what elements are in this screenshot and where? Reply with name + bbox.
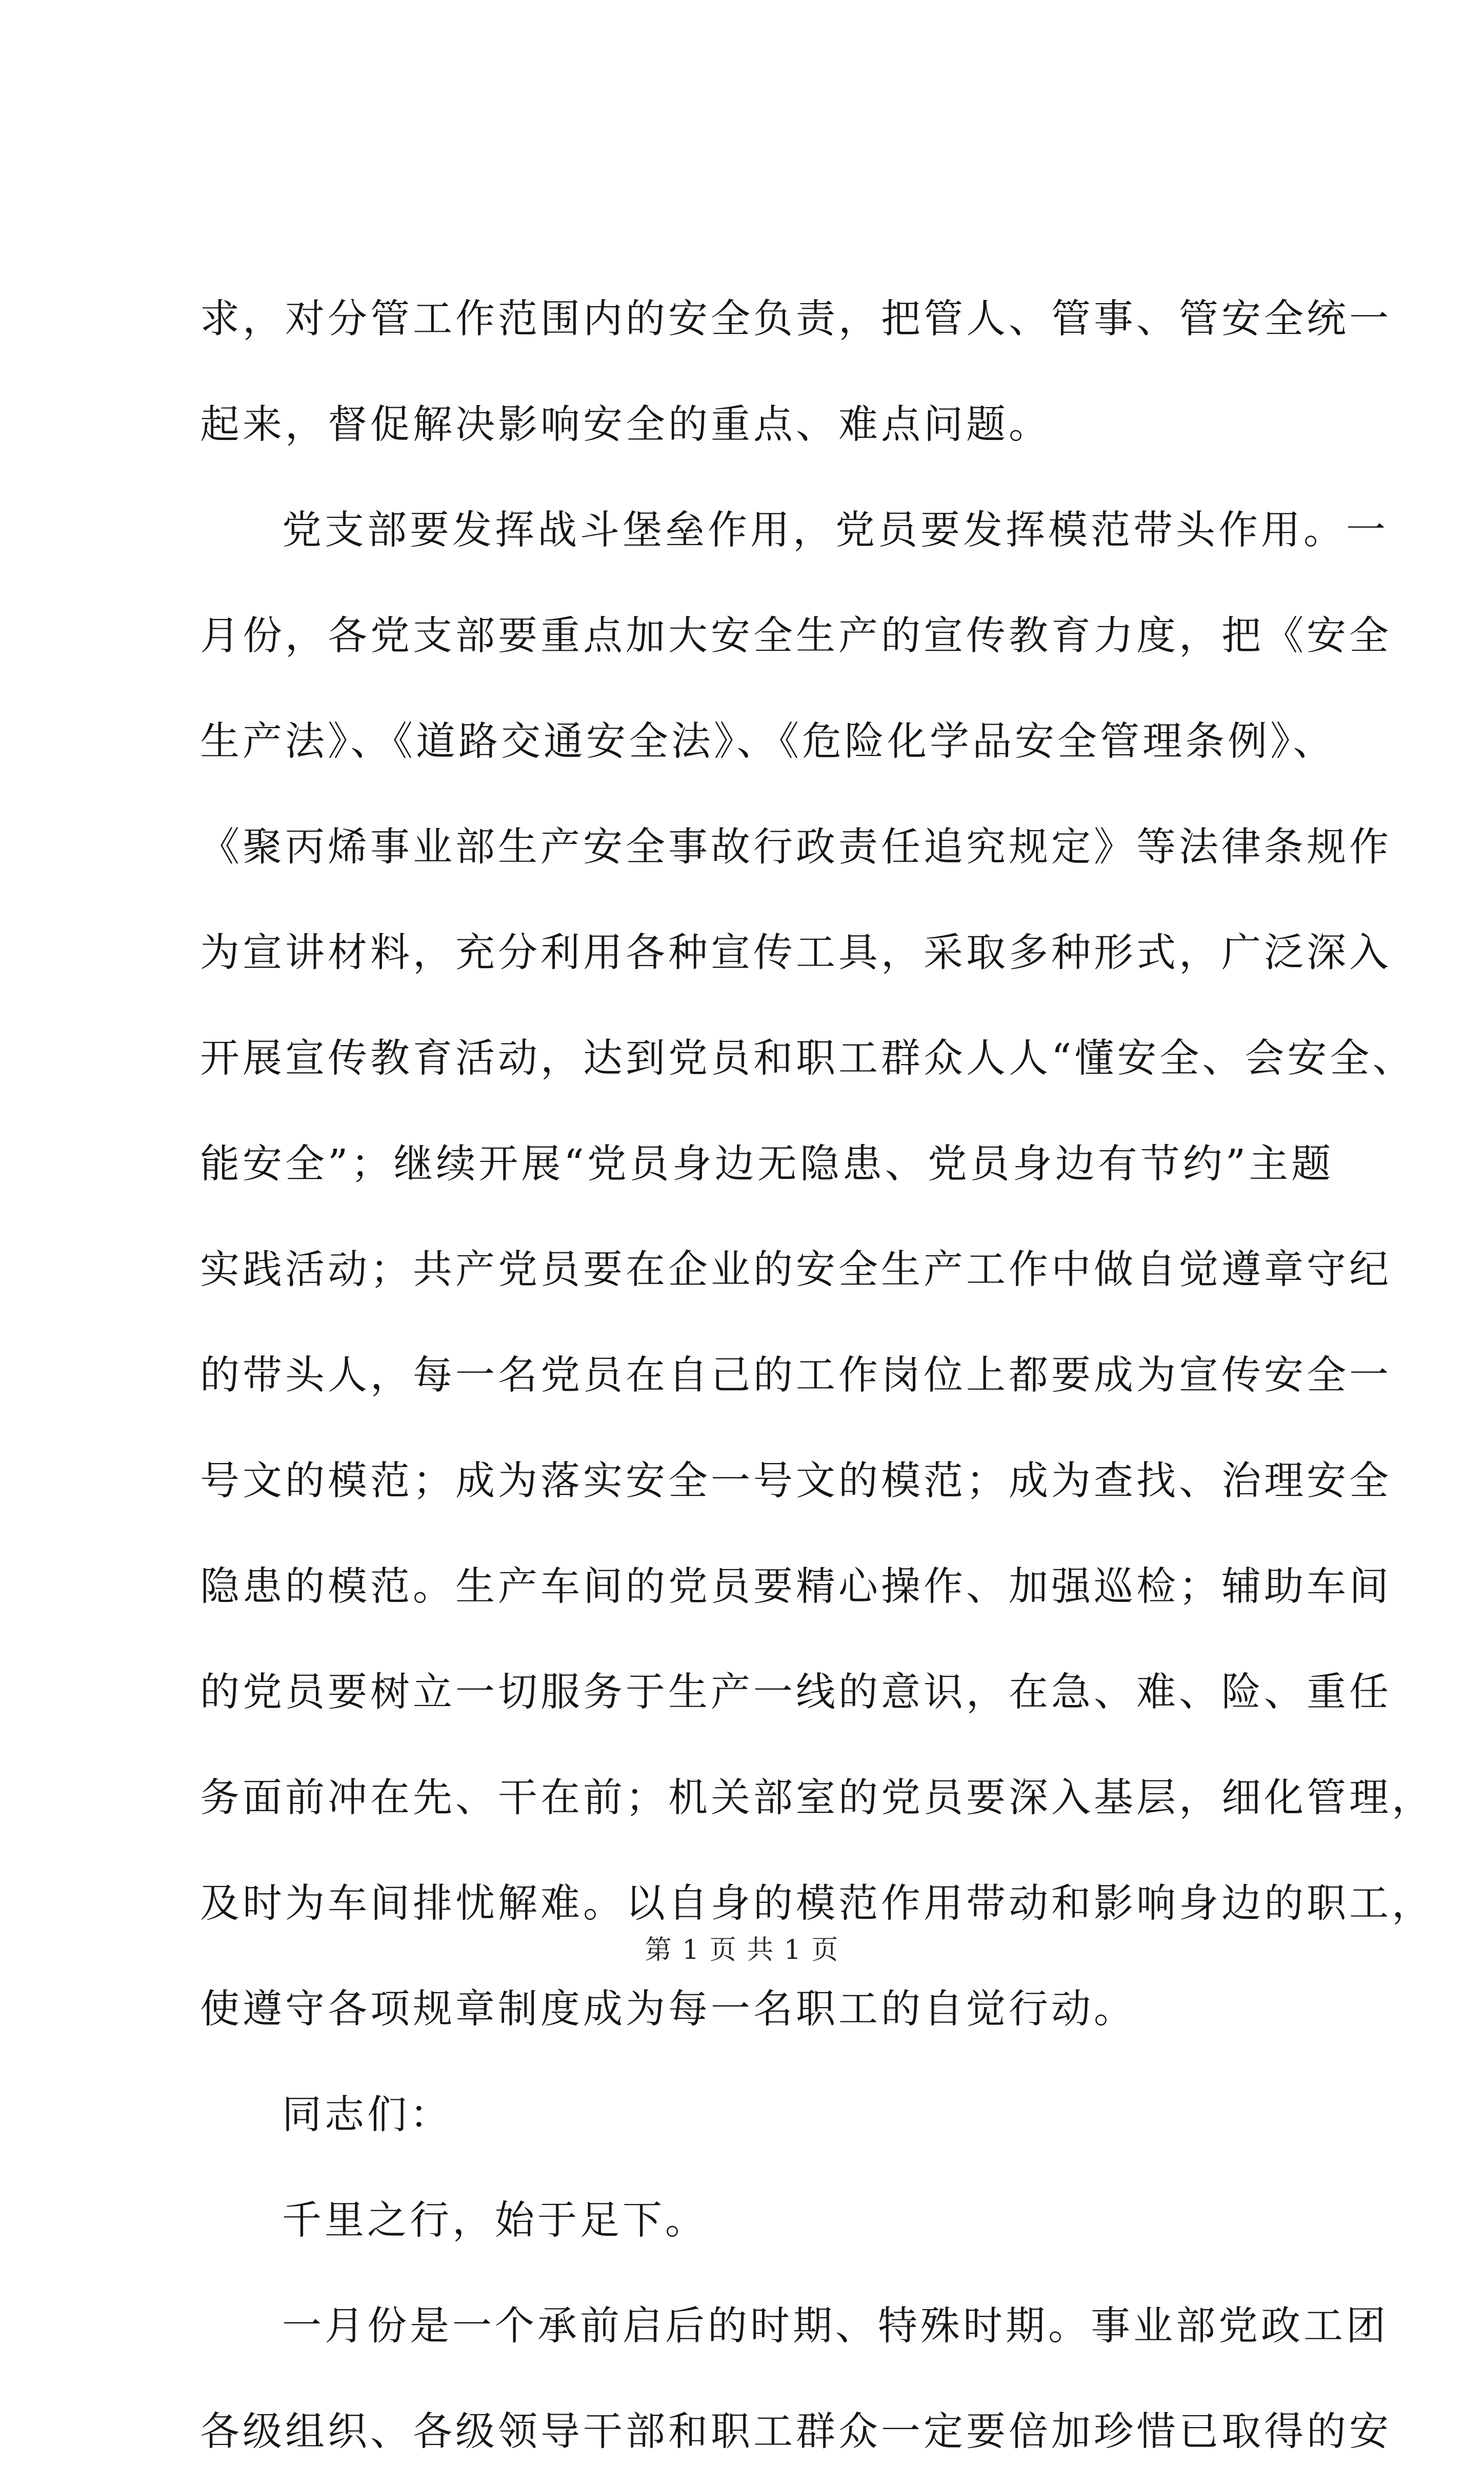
text-line: 隐患的模范。生产车间的党员要精心操作、加强巡检；辅助车间 — [200, 1564, 1392, 1610]
text-line: 实践活动；共产党员要在企业的安全生产工作中做自觉遵章守纪 — [200, 1247, 1392, 1293]
text-line: 的党员要树立一切服务于生产一线的意识，在急、难、险、重任 — [200, 1670, 1392, 1715]
text-line: 及时为车间排忧解难。以自身的模范作用带动和影响身边的职工， — [200, 1881, 1434, 1927]
text-line: 开展宣传教育活动，达到党员和职工群众人人“懂安全、会安全、 — [200, 1036, 1415, 1081]
text-line: 的带头人，每一名党员在自己的工作岗位上都要成为宣传安全一 — [200, 1353, 1392, 1398]
text-line: 生产法》、《道路交通安全法》、《危险化学品安全管理条例》、 — [200, 719, 1336, 765]
text-line: 务面前冲在先、干在前；机关部室的党员要深入基层，细化管理， — [200, 1775, 1434, 1821]
page-number-footer: 第 1 页 共 1 页 — [645, 1935, 839, 1966]
paragraph-start-line: 一月份是一个承前启后的时期、特殊时期。事业部党政工团 — [282, 2303, 1389, 2349]
text-line: 号文的模范；成为落实安全一号文的模范；成为查找、治理安全 — [200, 1458, 1392, 1504]
text-line: 各级组织、各级领导干部和职工群众一定要倍加珍惜已取得的安 — [200, 2409, 1392, 2455]
text-line: 求，对分管工作范围内的安全负责，把管人、管事、管安全统一 — [200, 296, 1392, 342]
document-body — [200, 267, 1434, 2485]
salutation-line: 同志们： — [282, 2092, 452, 2138]
paragraph-start-line: 千里之行，始于足下。 — [282, 2198, 708, 2243]
text-line: 《聚丙烯事业部生产安全事故行政责任追究规定》等法律条规作 — [200, 825, 1392, 870]
text-line: 使遵守各项规章制度成为每一名职工的自觉行动。 — [200, 1987, 1136, 2032]
paragraph-start-line: 党支部要发挥战斗堡垒作用，党员要发挥模范带头作用。一 — [282, 508, 1389, 553]
text-line: 为宣讲材料，充分利用各种宣传工具，采取多种形式，广泛深入 — [200, 930, 1392, 976]
text-line: 月份，各党支部要重点加大安全生产的宣传教育力度，把《安全 — [200, 613, 1392, 659]
text-line: 能安全”；继续开展“党员身边无隐患、党员身边有节约”主题 — [200, 1141, 1334, 1187]
text-line: 起来，督促解决影响安全的重点、难点问题。 — [200, 402, 1051, 448]
